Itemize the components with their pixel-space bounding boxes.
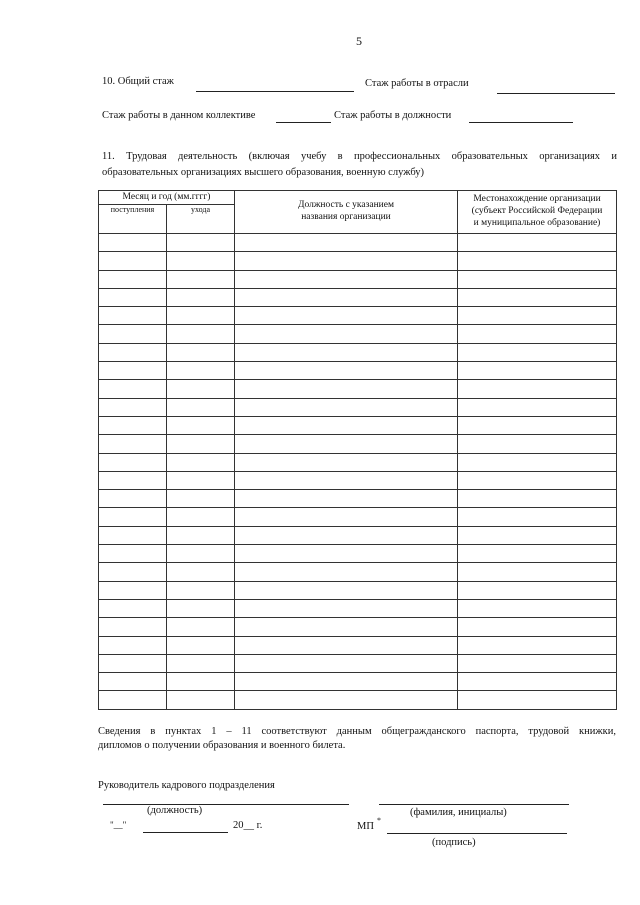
position-cell[interactable] <box>235 471 458 489</box>
position-cell[interactable] <box>235 490 458 508</box>
entry-date-cell[interactable] <box>99 563 167 581</box>
location-cell[interactable] <box>458 508 617 526</box>
table-row <box>99 636 617 654</box>
entry-date-cell[interactable] <box>99 691 167 709</box>
hr-position-field[interactable] <box>103 804 349 805</box>
position-cell[interactable] <box>235 362 458 380</box>
position-cell[interactable] <box>235 453 458 471</box>
entry-date-cell[interactable] <box>99 526 167 544</box>
location-cell[interactable] <box>458 563 617 581</box>
exit-date-cell[interactable] <box>167 307 235 325</box>
hr-name-field[interactable] <box>379 804 569 805</box>
position-cell[interactable] <box>235 234 458 252</box>
position-cell[interactable] <box>235 380 458 398</box>
industry-experience-field[interactable] <box>497 93 615 94</box>
table-row <box>99 563 617 581</box>
entry-date-cell[interactable] <box>99 380 167 398</box>
location-cell[interactable] <box>458 270 617 288</box>
location-cell[interactable] <box>458 453 617 471</box>
location-cell[interactable] <box>458 490 617 508</box>
table-row <box>99 526 617 544</box>
position-cell[interactable] <box>235 599 458 617</box>
table-row <box>99 599 617 617</box>
header-month-year: Месяц и год (мм.гггг) <box>99 191 235 205</box>
location-cell[interactable] <box>458 435 617 453</box>
exit-date-cell[interactable] <box>167 563 235 581</box>
table-row <box>99 490 617 508</box>
exit-date-cell[interactable] <box>167 343 235 361</box>
hr-head-label: Руководитель кадрового подразделения <box>98 780 275 791</box>
name-caption: (фамилия, инициалы) <box>410 807 507 818</box>
header-entry: поступления <box>99 205 167 234</box>
position-cell[interactable] <box>235 508 458 526</box>
entry-date-cell[interactable] <box>99 636 167 654</box>
entry-date-cell[interactable] <box>99 618 167 636</box>
table-row <box>99 252 617 270</box>
table-row <box>99 508 617 526</box>
industry-experience-label: Стаж работы в отрасли <box>365 78 469 89</box>
table-row <box>99 307 617 325</box>
exit-date-cell[interactable] <box>167 691 235 709</box>
date-month-field[interactable] <box>143 832 228 833</box>
location-cell[interactable] <box>458 288 617 306</box>
position-cell[interactable] <box>235 270 458 288</box>
table-row <box>99 416 617 434</box>
position-cell[interactable] <box>235 526 458 544</box>
location-cell[interactable] <box>458 325 617 343</box>
location-cell[interactable] <box>458 416 617 434</box>
position-cell[interactable] <box>235 691 458 709</box>
entry-date-cell[interactable] <box>99 288 167 306</box>
date-year: 20__ г. <box>233 820 263 831</box>
table-row <box>99 325 617 343</box>
entry-date-cell[interactable] <box>99 673 167 691</box>
exit-date-cell[interactable] <box>167 526 235 544</box>
location-cell[interactable] <box>458 380 617 398</box>
exit-date-cell[interactable] <box>167 490 235 508</box>
exit-date-cell[interactable] <box>167 416 235 434</box>
table-row <box>99 673 617 691</box>
location-cell[interactable] <box>458 526 617 544</box>
exit-date-cell[interactable] <box>167 654 235 672</box>
position-cell[interactable] <box>235 343 458 361</box>
stamp-footnote-mark: * <box>377 816 381 825</box>
entry-date-cell[interactable] <box>99 545 167 563</box>
header-position-line-2: названия организации <box>301 212 391 222</box>
position-cell[interactable] <box>235 581 458 599</box>
employment-intro-line-2: образовательных организациях высшего образования, военную службу) <box>102 167 425 178</box>
exit-date-cell[interactable] <box>167 673 235 691</box>
entry-date-cell[interactable] <box>99 471 167 489</box>
header-location <box>458 191 617 234</box>
position-cell[interactable] <box>235 252 458 270</box>
position-cell[interactable] <box>235 307 458 325</box>
employment-intro-line-1: 11. Трудовая деятельность (включая учебу в профессиональных образовательных организациях и <box>102 151 617 162</box>
position-cell[interactable] <box>235 673 458 691</box>
exit-date-cell[interactable] <box>167 362 235 380</box>
location-cell[interactable] <box>458 252 617 270</box>
entry-date-cell[interactable] <box>99 435 167 453</box>
location-cell[interactable] <box>458 234 617 252</box>
total-experience-field[interactable] <box>196 91 354 92</box>
table-row <box>99 654 617 672</box>
position-cell[interactable] <box>235 435 458 453</box>
exit-date-cell[interactable] <box>167 270 235 288</box>
signature-caption: (подпись) <box>432 837 476 848</box>
exit-date-cell[interactable] <box>167 435 235 453</box>
location-cell[interactable] <box>458 545 617 563</box>
table-row <box>99 234 617 252</box>
exit-date-cell[interactable] <box>167 599 235 617</box>
header-location-line-2: (субъект Российской Федерации <box>471 206 603 217</box>
table-row <box>99 362 617 380</box>
entry-date-cell[interactable] <box>99 508 167 526</box>
exit-date-cell[interactable] <box>167 398 235 416</box>
collective-experience-field[interactable] <box>276 122 331 123</box>
exit-date-cell[interactable] <box>167 471 235 489</box>
header-exit: ухода <box>167 205 235 234</box>
header-location-line-1: Местонахождение организации <box>473 194 601 205</box>
entry-date-cell[interactable] <box>99 325 167 343</box>
table-row <box>99 343 617 361</box>
exit-date-cell[interactable] <box>167 618 235 636</box>
exit-date-cell[interactable] <box>167 325 235 343</box>
exit-date-cell[interactable] <box>167 545 235 563</box>
location-cell[interactable] <box>458 636 617 654</box>
position-caption: (должность) <box>147 805 203 816</box>
header-location-line-3: и муниципальное образование) <box>473 217 601 228</box>
exit-date-cell[interactable] <box>167 234 235 252</box>
table-row <box>99 453 617 471</box>
entry-date-cell[interactable] <box>99 362 167 380</box>
location-cell[interactable] <box>458 599 617 617</box>
position-cell[interactable] <box>235 288 458 306</box>
table-row <box>99 270 617 288</box>
location-cell[interactable] <box>458 343 617 361</box>
exit-date-cell[interactable] <box>167 380 235 398</box>
location-cell[interactable] <box>458 398 617 416</box>
exit-date-cell[interactable] <box>167 508 235 526</box>
entry-date-cell[interactable] <box>99 270 167 288</box>
exit-date-cell[interactable] <box>167 453 235 471</box>
location-cell[interactable] <box>458 654 617 672</box>
signature-field[interactable] <box>387 833 567 834</box>
page-number: 5 <box>356 34 362 48</box>
total-experience-label: 10. Общий стаж <box>102 76 174 87</box>
header-position <box>235 191 458 234</box>
location-cell[interactable] <box>458 307 617 325</box>
location-cell[interactable] <box>458 362 617 380</box>
entry-date-cell[interactable] <box>99 398 167 416</box>
position-cell[interactable] <box>235 618 458 636</box>
table-row <box>99 471 617 489</box>
collective-experience-label: Стаж работы в данном коллективе <box>102 110 256 121</box>
position-cell[interactable] <box>235 545 458 563</box>
location-cell[interactable] <box>458 471 617 489</box>
position-cell[interactable] <box>235 563 458 581</box>
table-row <box>99 398 617 416</box>
position-cell[interactable] <box>235 636 458 654</box>
exit-date-cell[interactable] <box>167 252 235 270</box>
location-cell[interactable] <box>458 673 617 691</box>
position-cell[interactable] <box>235 416 458 434</box>
exit-date-cell[interactable] <box>167 636 235 654</box>
employment-history-table <box>98 190 617 710</box>
table-row <box>99 380 617 398</box>
position-experience-field[interactable] <box>469 122 573 123</box>
exit-date-cell[interactable] <box>167 581 235 599</box>
entry-date-cell[interactable] <box>99 581 167 599</box>
exit-date-cell[interactable] <box>167 288 235 306</box>
position-experience-label: Стаж работы в должности <box>334 110 452 121</box>
table-row <box>99 581 617 599</box>
table-row <box>99 691 617 709</box>
position-cell[interactable] <box>235 325 458 343</box>
location-cell[interactable] <box>458 691 617 709</box>
table-body <box>99 234 617 710</box>
entry-date-cell[interactable] <box>99 490 167 508</box>
entry-date-cell[interactable] <box>99 654 167 672</box>
stamp-label: МП <box>357 821 374 832</box>
table-header-row-1 <box>99 191 617 205</box>
entry-date-cell[interactable] <box>99 252 167 270</box>
confirmation-line-1: Сведения в пунктах 1 – 11 соответствуют данным общегражданского паспорта, трудовой книжки, <box>98 726 616 737</box>
position-cell[interactable] <box>235 654 458 672</box>
entry-date-cell[interactable] <box>99 599 167 617</box>
confirmation-line-2: дипломов о получении образования и военного билета. <box>98 740 346 751</box>
entry-date-cell[interactable] <box>99 416 167 434</box>
entry-date-cell[interactable] <box>99 234 167 252</box>
entry-date-cell[interactable] <box>99 453 167 471</box>
location-cell[interactable] <box>458 581 617 599</box>
location-cell[interactable] <box>458 618 617 636</box>
header-position-line-1: Должность с указанием <box>298 200 394 211</box>
table-row <box>99 618 617 636</box>
table-row <box>99 288 617 306</box>
table-row <box>99 435 617 453</box>
date-day: "__" <box>110 820 127 830</box>
entry-date-cell[interactable] <box>99 307 167 325</box>
table-row <box>99 545 617 563</box>
position-cell[interactable] <box>235 398 458 416</box>
entry-date-cell[interactable] <box>99 343 167 361</box>
